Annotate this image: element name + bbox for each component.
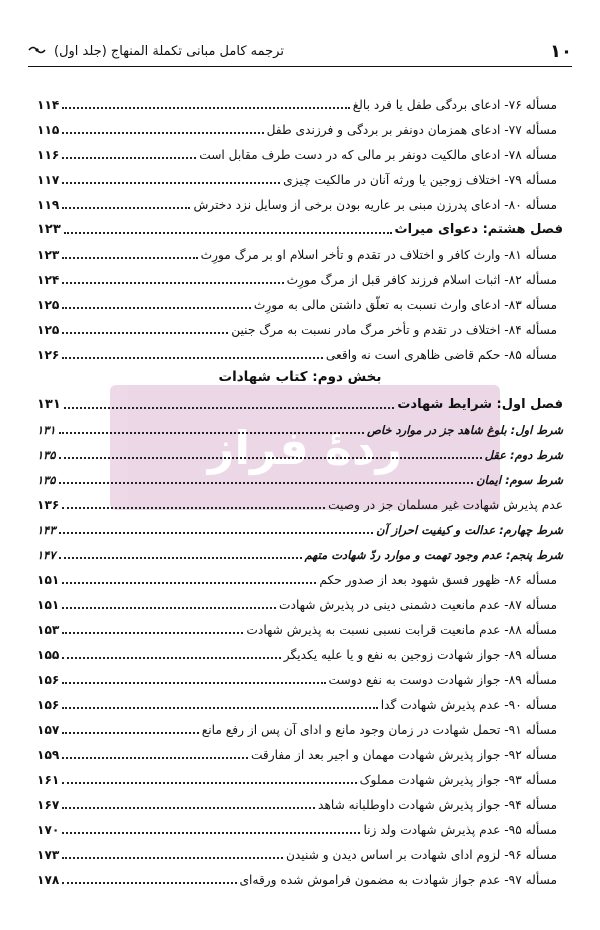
dot-leader	[59, 532, 374, 534]
toc-entry-row	[37, 839, 563, 864]
dot-leader	[62, 207, 190, 209]
toc-entry-title: مسأله ۹۵- عدم پذیرش شهادت ولد زنا	[363, 822, 557, 837]
toc-condition-row	[37, 514, 563, 539]
page-number: ۱۰	[550, 40, 572, 62]
toc-page-number: ۱۶۷	[37, 797, 60, 812]
decorative-mark-icon	[28, 44, 46, 59]
dot-leader	[62, 807, 315, 809]
part-heading: بخش دوم: کتاب شهادات	[218, 369, 382, 385]
dot-leader	[62, 107, 349, 109]
running-title-text: ترجمه کامل مبانی تکملة المنهاج (جلد اول)	[54, 43, 284, 59]
table-of-contents	[37, 89, 563, 889]
running-title	[28, 44, 284, 59]
toc-entry-title: مسأله ۸۹- جواز شهادت زوجین به نفع و یا علیه یکدیگر	[283, 647, 557, 662]
toc-page-number: ۱۲۴	[37, 272, 60, 287]
dot-leader	[59, 457, 482, 459]
toc-page-number: ۱۲۵	[37, 297, 60, 312]
toc-page-number: ۱۱۶	[37, 147, 60, 162]
toc-entry-title: عدم پذیرش شهادت غیر مسلمان جز در وصیت	[328, 497, 563, 512]
toc-chapter-row	[37, 389, 563, 414]
toc-page-number: ۱۵۳	[37, 622, 60, 637]
toc-entry-title: مسأله ۸۷- عدم مانعیت دشمنی دینی در پذیرش شهادت	[279, 597, 557, 612]
toc-entry-row	[37, 314, 563, 339]
toc-page-number: ۱۳۱	[37, 422, 56, 437]
toc-page-number: ۱۲۵	[37, 322, 60, 337]
dot-leader	[64, 407, 395, 409]
toc-page-number: ۱۵۵	[37, 647, 60, 662]
toc-page-number: ۱۴۷	[37, 547, 56, 562]
dot-leader	[62, 132, 263, 134]
toc-entry-title: مسأله ۸۰- ادعای پدرزن مبنی بر عاریه بودن برخی از وسایل نزد دخترش	[193, 197, 557, 212]
dot-leader	[62, 832, 360, 834]
toc-entry-row	[37, 764, 563, 789]
toc-page-number: ۱۱۷	[37, 172, 60, 187]
toc-entry-title: مسأله ۹۲- جواز پذیرش شهادت مهمان و اجیر بعد از مفارقت	[250, 747, 557, 762]
toc-condition-row	[37, 464, 563, 489]
watermark-text: ردهٔ فراز	[207, 420, 403, 475]
toc-entry-title: فصل اول: شرایط شهادت	[397, 397, 563, 412]
toc-entry-title: مسأله ۸۴- اختلاف در تقدم و تأخر مرگ مادر نسبت به مرگ جنین	[231, 322, 557, 337]
toc-entry-row	[37, 289, 563, 314]
toc-page-number: ۱۲۳	[37, 222, 61, 237]
toc-entry-row	[37, 689, 563, 714]
toc-page-number: ۱۱۹	[37, 197, 60, 212]
toc-entry-row	[37, 789, 563, 814]
toc-condition-row	[37, 539, 563, 564]
toc-page-number: ۱۵۹	[37, 747, 60, 762]
toc-entry-row	[37, 139, 563, 164]
toc-entry-row	[37, 189, 563, 214]
dot-leader	[62, 157, 196, 159]
dot-leader	[62, 607, 276, 609]
toc-page-number: ۱۳۵	[37, 472, 56, 487]
toc-entry-title: مسأله ۷۸- ادعای مالکیت دونفر بر مالی که در دست طرف مقابل است	[199, 147, 557, 162]
toc-entry-row	[37, 664, 563, 689]
toc-entry-row	[37, 239, 563, 264]
dot-leader	[62, 707, 377, 709]
dot-leader	[62, 332, 228, 334]
toc-entry-row	[37, 814, 563, 839]
toc-entry-title: مسأله ۸۵- حکم قاضی ظاهری است نه واقعی	[325, 347, 557, 362]
dot-leader	[62, 282, 283, 284]
toc-entry-row	[37, 114, 563, 139]
toc-page-number: ۱۵۱	[37, 597, 60, 612]
toc-entry-title: مسأله ۸۲- اثبات اسلام فرزند کافر قبل از مرگ مورِث	[286, 272, 557, 287]
toc-page-number: ۱۷۰	[37, 822, 60, 837]
dot-leader	[64, 232, 392, 234]
toc-entry-title: شرط دوم: عقل	[484, 447, 563, 462]
toc-entry-title: مسأله ۷۶- ادعای بردگی طفل یا فرد بالغ	[352, 97, 557, 112]
toc-entry-title: مسأله ۸۹- جواز شهادت دوست به نفع دوست	[328, 672, 557, 687]
toc-page-number: ۱۷۸	[37, 872, 60, 887]
dot-leader	[59, 482, 474, 484]
dot-leader	[62, 257, 197, 259]
dot-leader	[62, 882, 236, 884]
toc-entry-title: مسأله ۹۷- عدم جواز شهادت به مضمون فراموش شده ورقه‌ای	[239, 872, 557, 887]
toc-entry-row	[37, 489, 563, 514]
toc-page-number: ۱۳۱	[37, 397, 61, 412]
toc-page-number: ۱۵۶	[37, 697, 60, 712]
toc-entry-row	[37, 639, 563, 664]
toc-entry-title: مسأله ۹۶- لزوم ادای شهادت بر اساس دیدن و شنیدن	[285, 847, 557, 862]
toc-entry-title: مسأله ۸۶- ظهور فسق شهود بعد از صدور حکم	[319, 572, 557, 587]
dot-leader	[62, 857, 283, 859]
toc-entry-row	[37, 164, 563, 189]
dot-leader	[62, 632, 243, 634]
toc-entry-row	[37, 614, 563, 639]
dot-leader	[62, 732, 198, 734]
toc-page-number: ۱۲۳	[37, 247, 60, 262]
toc-entry-title: شرط اول: بلوغ شاهد جز در موارد خاص	[366, 422, 563, 437]
dot-leader	[59, 557, 302, 559]
toc-entry-title: مسأله ۹۱- تحمل شهادت در زمان وجود مانع و ادای آن پس از رفع مانع	[201, 722, 557, 737]
toc-entry-title: مسأله ۸۱- وارث کافر و اختلاف در تقدم و تأخر اسلام او بر مرگ مورِث	[200, 247, 557, 262]
toc-condition-row	[37, 414, 563, 439]
toc-entry-title: فصل هشتم: دعوای میراث	[394, 222, 563, 237]
toc-entry-row	[37, 564, 563, 589]
toc-entry-title: مسأله ۹۰- عدم پذیرش شهادت گدا	[380, 697, 557, 712]
toc-page-number: ۱۱۴	[37, 97, 60, 112]
toc-entry-title: مسأله ۸۳- ادعای وارث نسبت به تعلّق داشتن مالی به مورِث	[253, 297, 557, 312]
toc-page-number: ۱۵۷	[37, 722, 60, 737]
toc-entry-row	[37, 264, 563, 289]
toc-page-number: ۱۲۶	[37, 347, 60, 362]
toc-entry-title: مسأله ۷۷- ادعای همزمان دونفر بر بردگی و فرزندی طفل	[266, 122, 557, 137]
toc-entry-title: مسأله ۹۳- جواز پذیرش شهادت مملوک	[359, 772, 557, 787]
dot-leader	[62, 582, 316, 584]
toc-page-number: ۱۳۶	[37, 497, 60, 512]
toc-page-number: ۱۵۱	[37, 572, 60, 587]
toc-entry-row	[37, 864, 563, 889]
toc-page-number: ۱۷۳	[37, 847, 60, 862]
dot-leader	[59, 432, 364, 434]
toc-page-number: ۱۴۳	[37, 522, 56, 537]
dot-leader	[62, 782, 356, 784]
toc-page-number: ۱۳۵	[37, 447, 56, 462]
toc-entry-row	[37, 739, 563, 764]
dot-leader	[62, 307, 251, 309]
toc-entry-row	[37, 89, 563, 114]
toc-entry-row	[37, 339, 563, 364]
toc-entry-row	[37, 714, 563, 739]
dot-leader	[62, 657, 280, 659]
page-header	[28, 36, 572, 67]
toc-entry-title: شرط پنجم: عدم وجود تهمت و موارد ردّ شهادت متهم	[304, 547, 563, 562]
dot-leader	[62, 757, 248, 759]
toc-entry-title: مسأله ۸۸- عدم مانعیت قرابت نسبی نسبت به پذیرش شهادت	[246, 622, 557, 637]
toc-entry-row	[37, 589, 563, 614]
toc-page-number: ۱۶۱	[37, 772, 60, 787]
toc-page-number: ۱۱۵	[37, 122, 60, 137]
dot-leader	[62, 682, 325, 684]
toc-entry-title: شرط چهارم: عدالت و کیفیت احراز آن	[376, 522, 563, 537]
toc-entry-title: شرط سوم: ایمان	[476, 472, 563, 487]
toc-entry-title: مسأله ۷۹- اختلاف زوجین یا ورثه آنان در مالکیت چیزی	[283, 172, 557, 187]
dot-leader	[62, 357, 323, 359]
dot-leader	[62, 182, 280, 184]
toc-entry-title: مسأله ۹۴- جواز پذیرش شهادت داوطلبانه شاهد	[318, 797, 557, 812]
toc-condition-row	[37, 439, 563, 464]
toc-page-number: ۱۵۶	[37, 672, 60, 687]
dot-leader	[62, 507, 325, 509]
toc-chapter-row	[37, 214, 563, 239]
